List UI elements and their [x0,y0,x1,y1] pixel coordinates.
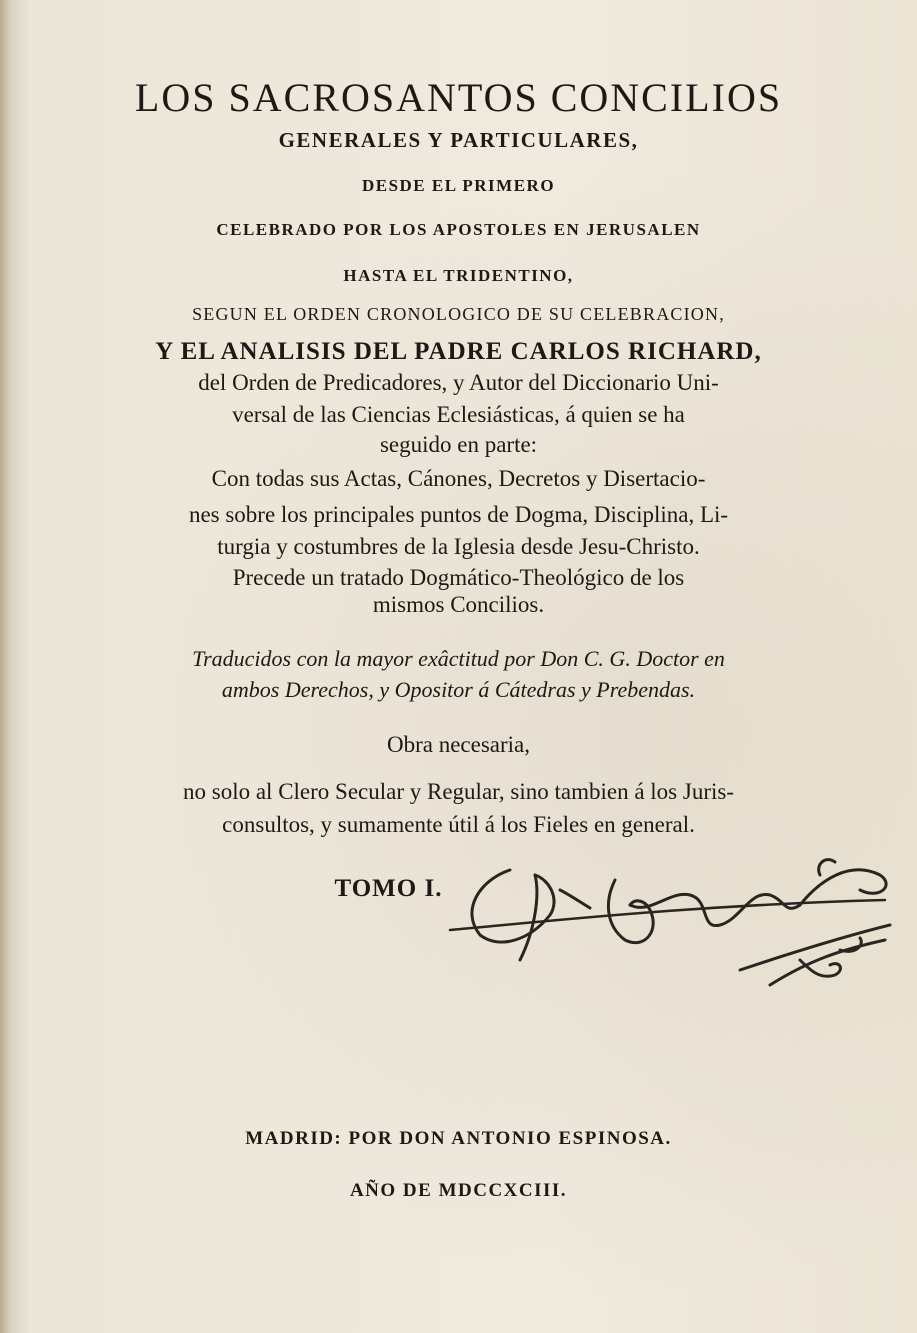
contents-line: mismos Concilios. [372,592,545,617]
title-line-3: DESDE EL PRIMERO [361,176,556,195]
obra-line: no solo al Clero Secular y Regular, sino tambien á los Juris- [183,779,734,804]
volume-label: TOMO I. [334,875,443,902]
obra-line: consultos, y sumamente útil á los Fieles en general. [222,812,695,837]
main-title: LOS SACROSANTOS CONCILIOS [134,75,783,120]
author-title: Y EL ANALISIS DEL PADRE CARLOS RICHARD, [155,338,762,365]
title-line-4: CELEBRADO POR LOS APOSTOLES EN JERUSALEN [216,220,701,239]
translation-line: Traducidos con la mayor exâctitud por Don C. G. Doctor en [192,646,725,671]
author-desc-line: del Orden de Predicadores, y Autor del Diccionario Uni- [198,370,719,395]
contents-line: nes sobre los principales puntos de Dogma, Disciplina, Li- [188,502,729,527]
title-line-5: HASTA EL TRIDENTINO, [343,266,574,285]
contents-line: Precede un tratado Dogmático-Theológico de los [232,565,685,590]
subtitle: GENERALES Y PARTICULARES, [278,128,639,152]
author-desc-line: seguido en parte: [379,432,538,457]
obra-heading: Obra necesaria, [386,732,531,757]
translation-line: ambos Derechos, y Opositor á Cátedras y Prebendas. [221,677,696,702]
author-desc-line: versal de las Ciencias Eclesiásticas, á quien se ha [232,402,685,427]
contents-line: Con todas sus Actas, Cánones, Decretos y Disertacio- [211,466,706,491]
handwritten-signature [440,820,900,1020]
contents-line: turgia y costumbres de la Iglesia desde Jesu-Christo. [217,534,700,559]
title-line-6: SEGUN EL ORDEN CRONOLOGICO DE SU CELEBRACION, [192,304,725,324]
imprint-line-1: MADRID: POR DON ANTONIO ESPINOSA. [245,1128,672,1149]
imprint-line-2: AÑO DE MDCCXCIII. [349,1180,568,1201]
